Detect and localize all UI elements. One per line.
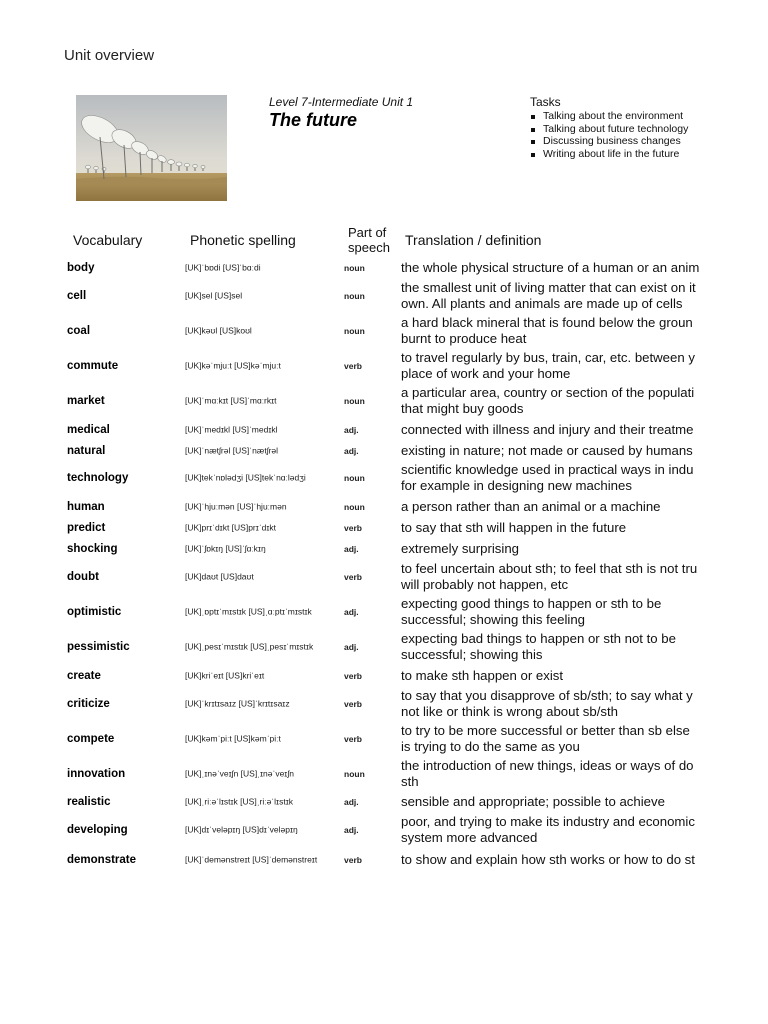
task-text: Discussing business changes	[543, 135, 681, 147]
part-of-speech: verb	[344, 699, 362, 709]
vocab-word: demonstrate	[67, 854, 137, 866]
vocab-word: create	[67, 670, 101, 682]
part-of-speech: noun	[344, 473, 365, 483]
definition: a particular area, country or section of the populati that might buy goods	[401, 385, 695, 416]
part-of-speech: noun	[344, 769, 365, 779]
definition: to say that sth will happen in the future	[401, 520, 627, 535]
definition: poor, and trying to make its industry and economic system more advanced	[401, 814, 695, 845]
part-of-speech: noun	[344, 263, 365, 273]
part-of-speech: verb	[344, 855, 362, 865]
part-of-speech: noun	[344, 396, 365, 406]
phonetic-spelling: [UK]daʊt [US]daʊt	[185, 571, 254, 582]
header-translation: Translation / definition	[405, 232, 542, 248]
task-text: Talking about future technology	[543, 122, 689, 135]
bullet-icon	[531, 153, 535, 157]
task-item	[543, 135, 688, 148]
part-of-speech: adj.	[344, 446, 359, 456]
phonetic-spelling: [UK]ˈmedɪkl [US]ˈmedɪkl	[185, 424, 278, 435]
definition: existing in nature; not made or caused by humans	[401, 443, 693, 458]
header-vocabulary: Vocabulary	[73, 232, 143, 248]
phonetic-spelling: [UK]kriˈeɪt [US]kriˈeɪt	[185, 670, 265, 681]
definition: sensible and appropriate; possible to achieve	[401, 794, 665, 809]
tasks-list	[530, 110, 688, 160]
task-item	[543, 110, 688, 123]
part-of-speech: verb	[344, 361, 362, 371]
header-phonetic: Phonetic spelling	[190, 232, 296, 248]
vocab-word: technology	[67, 472, 129, 484]
bullet-icon	[531, 115, 535, 119]
vocab-word: market	[67, 395, 105, 407]
part-of-speech: verb	[344, 572, 362, 582]
page-title: Unit overview	[64, 47, 155, 64]
definition: the whole physical structure of a human or an anim	[401, 260, 700, 275]
vocab-word: compete	[67, 733, 115, 745]
definition: to show and explain how sth works or how to do st	[401, 852, 695, 867]
part-of-speech: verb	[344, 671, 362, 681]
phonetic-spelling: [UK]ˌɪnəˈveɪʃn [US]ˌɪnəˈveɪʃn	[185, 768, 294, 779]
phonetic-spelling: [UK]ˈdemənstreɪt [US]ˈdemənstreɪt	[185, 854, 318, 865]
vocab-word: pessimistic	[67, 641, 130, 653]
phonetic-spelling: [UK]ˌɒptɪˈmɪstɪk [US]ˌɑːptɪˈmɪstɪk	[185, 606, 312, 617]
radio-telescopes-photo	[76, 95, 227, 201]
definition: the smallest unit of living matter that can exist on it own. All plants and animals are made up of cells	[401, 280, 696, 311]
phonetic-spelling: [UK]ˈhjuːmən [US]ˈhjuːmən	[185, 501, 287, 512]
unit-title: The future	[269, 110, 357, 130]
vocab-word: commute	[67, 360, 119, 372]
vocab-word: doubt	[67, 571, 99, 583]
definition: connected with illness and injury and their treatme	[401, 422, 694, 437]
vocab-word: predict	[67, 522, 106, 534]
vocab-word: natural	[67, 445, 106, 457]
tasks-panel	[530, 95, 688, 160]
definition: to try to be more successful or better than sb else is trying to do the same as you	[401, 723, 690, 754]
part-of-speech: adj.	[344, 797, 359, 807]
part-of-speech: verb	[344, 734, 362, 744]
definition: to say that you disapprove of sb/sth; to say what y not like or think is wrong about sb/sth	[401, 688, 693, 719]
part-of-speech: adj.	[344, 425, 359, 435]
phonetic-spelling: [UK]dɪˈveləpɪŋ [US]dɪˈveləpɪŋ	[185, 824, 298, 835]
definition: scientific knowledge used in practical ways in indu for example in designing new machines	[401, 462, 694, 493]
vocab-word: medical	[67, 424, 110, 436]
part-of-speech: adj.	[344, 607, 359, 617]
phonetic-spelling: [UK]ˌriːəˈlɪstɪk [US]ˌriːəˈlɪstɪk	[185, 796, 293, 807]
bullet-icon	[531, 140, 535, 144]
vocab-word: shocking	[67, 543, 118, 555]
phonetic-spelling: [UK]ˌpesɪˈmɪstɪk [US]ˌpesɪˈmɪstɪk	[185, 641, 314, 652]
vocab-word: cell	[67, 290, 87, 302]
definition: expecting bad things to happen or sth not to be successful; showing this	[401, 631, 676, 662]
unit-level: Level 7-Intermediate Unit 1	[269, 95, 414, 109]
phonetic-spelling: [UK]ˈnætʃrəl [US]ˈnætʃrəl	[185, 445, 279, 456]
definition: to feel uncertain about sth; to feel that sth is not tru will probably not happen, etc	[401, 561, 698, 592]
vocab-word: human	[67, 501, 105, 513]
vocab-word: innovation	[67, 768, 126, 780]
task-item	[543, 148, 688, 161]
part-of-speech: noun	[344, 502, 365, 512]
vocab-word: body	[67, 262, 95, 274]
definition: the introduction of new things, ideas or ways of do sth	[401, 758, 694, 789]
header-part-line2: speech	[348, 240, 390, 255]
header-part-line1: Part of	[348, 225, 387, 240]
phonetic-spelling: [UK]tekˈnɒlədʒi [US]tekˈnɑːlədʒi	[185, 472, 306, 483]
phonetic-spelling: [UK]ˈmɑːkɪt [US]ˈmɑːrkɪt	[185, 395, 277, 406]
vocab-word: optimistic	[67, 606, 122, 618]
definition: to travel regularly by bus, train, car, etc. between y place of work and your home	[401, 350, 695, 381]
phonetic-spelling: [UK]ˈbɒdi [US]ˈbɑːdi	[185, 262, 261, 273]
part-of-speech: verb	[344, 523, 362, 533]
phonetic-spelling: [UK]ˈʃɒkɪŋ [US]ˈʃɑːkɪŋ	[185, 543, 266, 554]
definition: to make sth happen or exist	[401, 668, 564, 683]
part-of-speech: adj.	[344, 544, 359, 554]
task-item	[543, 123, 688, 136]
phonetic-spelling: [UK]kəʊl [US]koʊl	[185, 325, 252, 336]
bullet-icon	[531, 128, 535, 132]
definition: a hard black mineral that is found below the groun burnt to produce heat	[401, 315, 693, 346]
part-of-speech: adj.	[344, 825, 359, 835]
part-of-speech: noun	[344, 291, 365, 301]
vocab-word: developing	[67, 824, 128, 836]
header-part-of-speech	[348, 225, 390, 255]
phonetic-spelling: [UK]ˈkrɪtɪsaɪz [US]ˈkrɪtɪsaɪz	[185, 698, 290, 709]
definition: a person rather than an animal or a machine	[401, 499, 661, 514]
definition: extremely surprising	[401, 541, 519, 556]
definition: expecting good things to happen or sth to be successful; showing this feeling	[401, 596, 662, 627]
vocab-word: criticize	[67, 698, 110, 710]
task-text: Writing about life in the future	[543, 147, 680, 160]
task-text: Talking about the environment	[543, 110, 684, 122]
part-of-speech: noun	[344, 326, 365, 336]
phonetic-spelling: [UK]kəˈmjuːt [US]kəˈmjuːt	[185, 360, 281, 371]
phonetic-spelling: [UK]sel [US]sel	[185, 290, 243, 301]
vocab-word: coal	[67, 325, 91, 337]
phonetic-spelling: [UK]kəmˈpiːt [US]kəmˈpiːt	[185, 733, 281, 744]
part-of-speech: adj.	[344, 642, 359, 652]
phonetic-spelling: [UK]prɪˈdɪkt [US]prɪˈdɪkt	[185, 522, 276, 533]
tasks-heading: Tasks	[530, 95, 561, 109]
vocab-word: realistic	[67, 796, 111, 808]
